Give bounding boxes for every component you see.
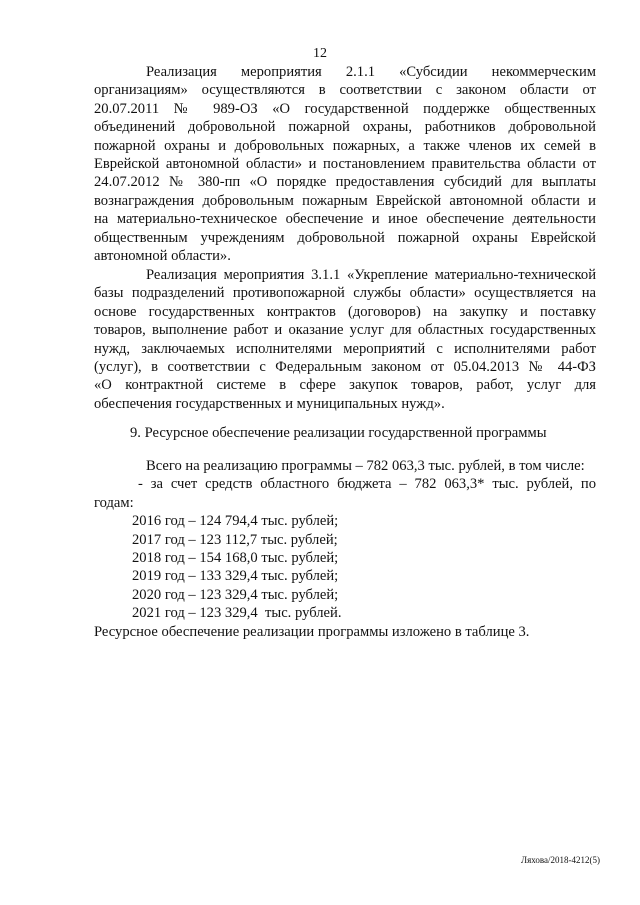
paragraph-line: общественным учреждениям добровольной пожарной охраны Еврейской — [94, 229, 596, 246]
paragraph-line: 20.07.2011 № 989-ОЗ «О государственной поддержке общественных — [94, 100, 596, 117]
paragraph-line: организациям» осуществляются в соответствии с законом области от — [94, 82, 596, 99]
paragraph-line: пожарной охраны и добровольных пожарных, а также членов их семей в — [94, 137, 596, 154]
paragraph-line: основе государственных контрактов (договоров) на закупку и поставку — [94, 303, 596, 320]
year-funding-item: 2020 год – 123 329,4 тыс. рублей; — [132, 586, 339, 603]
paragraph-line: вознаграждения добровольным пожарным Еврейской автономной области и — [94, 192, 596, 209]
section-heading: 9. Ресурсное обеспечение реализации государственной программы — [130, 425, 547, 441]
paragraph-line: 24.07.2012 № 380-пп «О порядке предоставления субсидий для выплаты — [94, 174, 596, 191]
year-funding-item: 2016 год – 124 794,4 тыс. рублей; — [132, 513, 339, 530]
page-number: 12 — [313, 46, 327, 61]
year-funding-item: 2017 год – 123 112,7 тыс. рублей; — [132, 531, 338, 548]
paragraph-line: нужд, заключаемых исполнителями мероприятий с исполнителями работ — [94, 340, 596, 357]
paragraph-line: товаров, выполнение работ и оказание услуг для областных государственных — [94, 322, 596, 339]
year-funding-item: 2018 год – 154 168,0 тыс. рублей; — [132, 550, 339, 566]
paragraph-line: «О контрактной системе в сфере закупок товаров, работ, услуг для — [94, 377, 596, 394]
paragraph-line: автономной области». — [94, 248, 231, 264]
paragraph-line: (услуг), в соответствии с Федеральным законом от 05.04.2013 № 44-ФЗ — [94, 359, 596, 375]
year-funding-item: 2021 год – 123 329,4 тыс. рублей. — [132, 605, 342, 622]
paragraph-line: Еврейской автономной области» и постановлением правительства области от — [94, 156, 596, 172]
paragraph-line: объединений добровольной пожарной охраны, работников добровольной — [94, 119, 596, 136]
paragraph-line: на материально-техническое обеспечение и иное обеспечение деятельности — [94, 211, 596, 228]
footer-reference: Ляхова/2018-4212(5) — [520, 855, 600, 865]
paragraph-line: обеспечения государственных и муниципальных нужд». — [94, 395, 445, 412]
budget-line: годам: — [94, 494, 134, 511]
paragraph-line: Реализация мероприятия 3.1.1 «Укрепление материально-технической — [146, 267, 596, 283]
paragraph-line: базы подразделений противопожарной службы области» осуществляется на — [94, 285, 596, 302]
year-funding-item: 2019 год – 133 329,4 тыс. рублей; — [132, 568, 339, 585]
total-funding-line: Всего на реализацию программы – 782 063,3 тыс. рублей, в том числе: — [146, 458, 585, 474]
budget-line: - за счет средств областного бюджета – 782 063,3* тыс. рублей, по — [138, 476, 596, 493]
closing-line: Ресурсное обеспечение реализации программы изложено в таблице 3. — [94, 623, 530, 640]
paragraph-line: Реализация мероприятия 2.1.1 «Субсидии некоммерческим — [146, 64, 596, 80]
